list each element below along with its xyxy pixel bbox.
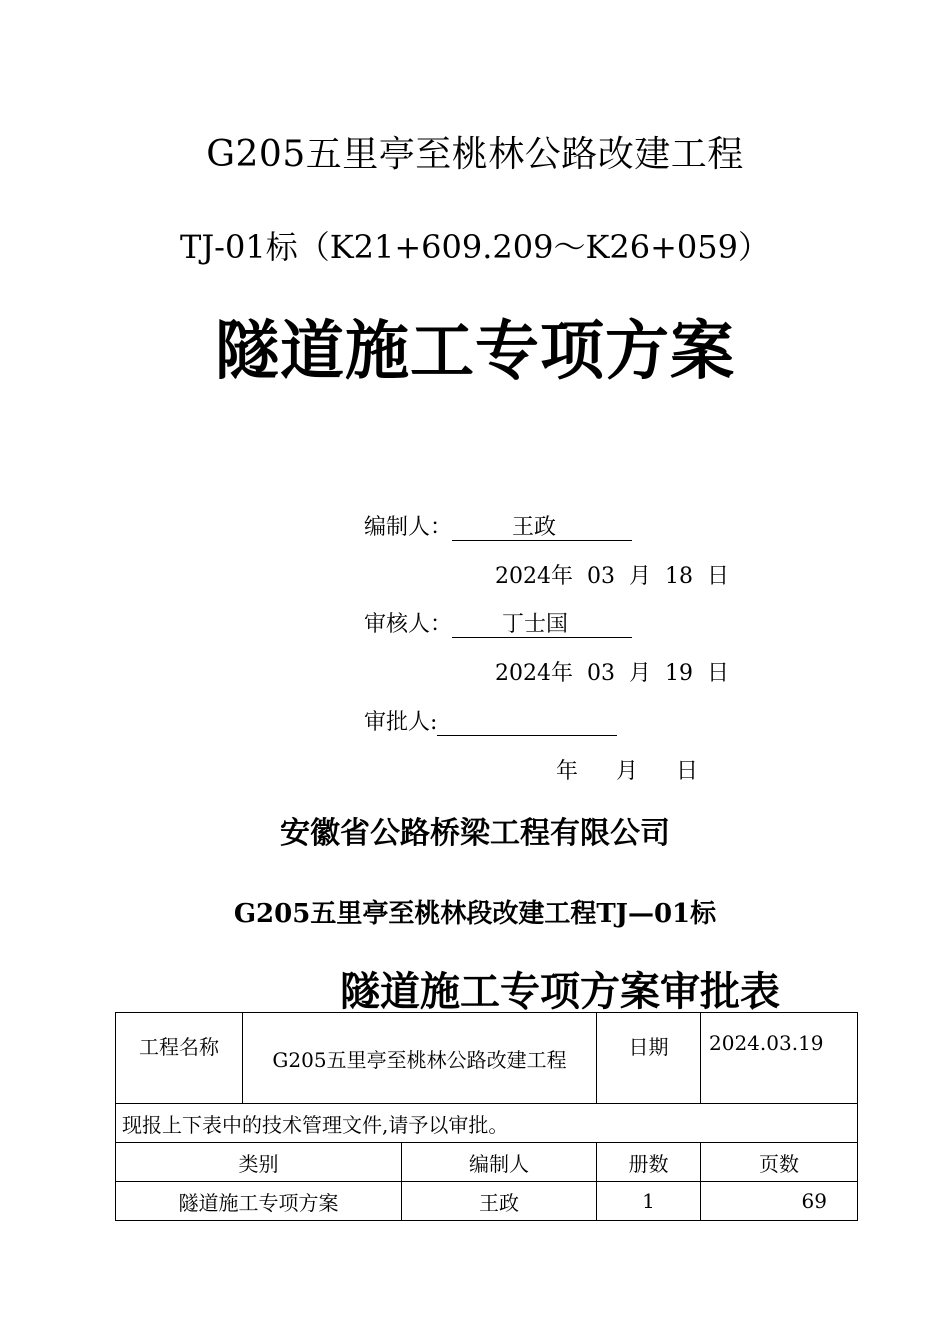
prepared-by-name: 王政 bbox=[512, 515, 557, 540]
table-row bbox=[116, 1013, 858, 1104]
date-label: 日期 bbox=[597, 1013, 701, 1104]
approved-by-field bbox=[437, 711, 617, 736]
prepared-month: 03 bbox=[587, 564, 616, 589]
approval-title: 隧道施工专项方案审批表 bbox=[340, 968, 780, 1015]
reviewed-year-unit: 年 bbox=[551, 661, 574, 686]
reviewed-by-row bbox=[364, 607, 632, 638]
reviewed-year: 2024 bbox=[495, 661, 551, 686]
prepared-by-row bbox=[364, 510, 632, 541]
approved-by-label: 审批人: bbox=[364, 710, 438, 735]
document-title: 隧道施工专项方案 bbox=[215, 314, 735, 389]
table-row bbox=[116, 1104, 858, 1143]
prepared-date bbox=[495, 559, 729, 590]
cell-preparer: 王政 bbox=[402, 1182, 597, 1221]
header-pages: 页数 bbox=[701, 1143, 858, 1182]
prepared-by-label: 编制人： bbox=[364, 515, 453, 540]
approval-table bbox=[115, 1012, 858, 1221]
table-header-row bbox=[116, 1143, 858, 1182]
project-title: G205五里亭至桃林公路改建工程 bbox=[206, 134, 744, 175]
approved-year-unit: 年 bbox=[556, 759, 579, 784]
reviewed-month: 03 bbox=[587, 661, 616, 686]
company-name: 安徽省公路桥梁工程有限公司 bbox=[280, 816, 670, 851]
reviewed-by-name: 丁士国 bbox=[502, 612, 569, 637]
prepared-by-field bbox=[452, 516, 632, 541]
reviewed-day: 19 bbox=[665, 661, 694, 686]
date-value: 2024.03.19 bbox=[701, 1013, 858, 1104]
prepared-day: 18 bbox=[665, 564, 694, 589]
cell-category: 隧道施工专项方案 bbox=[116, 1182, 402, 1221]
reviewed-by-field bbox=[452, 613, 632, 638]
reviewed-by-label: 审核人： bbox=[364, 612, 453, 637]
cell-pages: 69 bbox=[701, 1182, 858, 1221]
prepared-day-unit: 日 bbox=[707, 564, 730, 589]
prepared-month-unit: 月 bbox=[629, 564, 652, 589]
header-preparer: 编制人 bbox=[402, 1143, 597, 1182]
prepared-year-unit: 年 bbox=[551, 564, 574, 589]
prepared-year: 2024 bbox=[495, 564, 551, 589]
approved-month-unit: 月 bbox=[616, 759, 639, 784]
header-volumes: 册数 bbox=[597, 1143, 701, 1182]
project-name-value: G205五里亭至桃林公路改建工程 bbox=[243, 1013, 597, 1104]
approved-day-unit: 日 bbox=[676, 759, 699, 784]
cell-volumes: 1 bbox=[597, 1182, 701, 1221]
reviewed-month-unit: 月 bbox=[629, 661, 652, 686]
header-category: 类别 bbox=[116, 1143, 402, 1182]
reviewed-date bbox=[495, 656, 729, 687]
approved-date bbox=[556, 754, 698, 785]
table-row bbox=[116, 1182, 858, 1221]
submission-note: 现报上下表中的技术管理文件,请予以审批。 bbox=[116, 1104, 858, 1143]
project-name-label: 工程名称 bbox=[116, 1013, 243, 1104]
approved-by-row bbox=[364, 705, 617, 736]
section-title: TJ-01标（K21+609.209～K26+059） bbox=[180, 228, 770, 266]
reviewed-day-unit: 日 bbox=[707, 661, 730, 686]
approval-subtitle: G205五里亭至桃林段改建工程TJ—01标 bbox=[233, 899, 717, 929]
